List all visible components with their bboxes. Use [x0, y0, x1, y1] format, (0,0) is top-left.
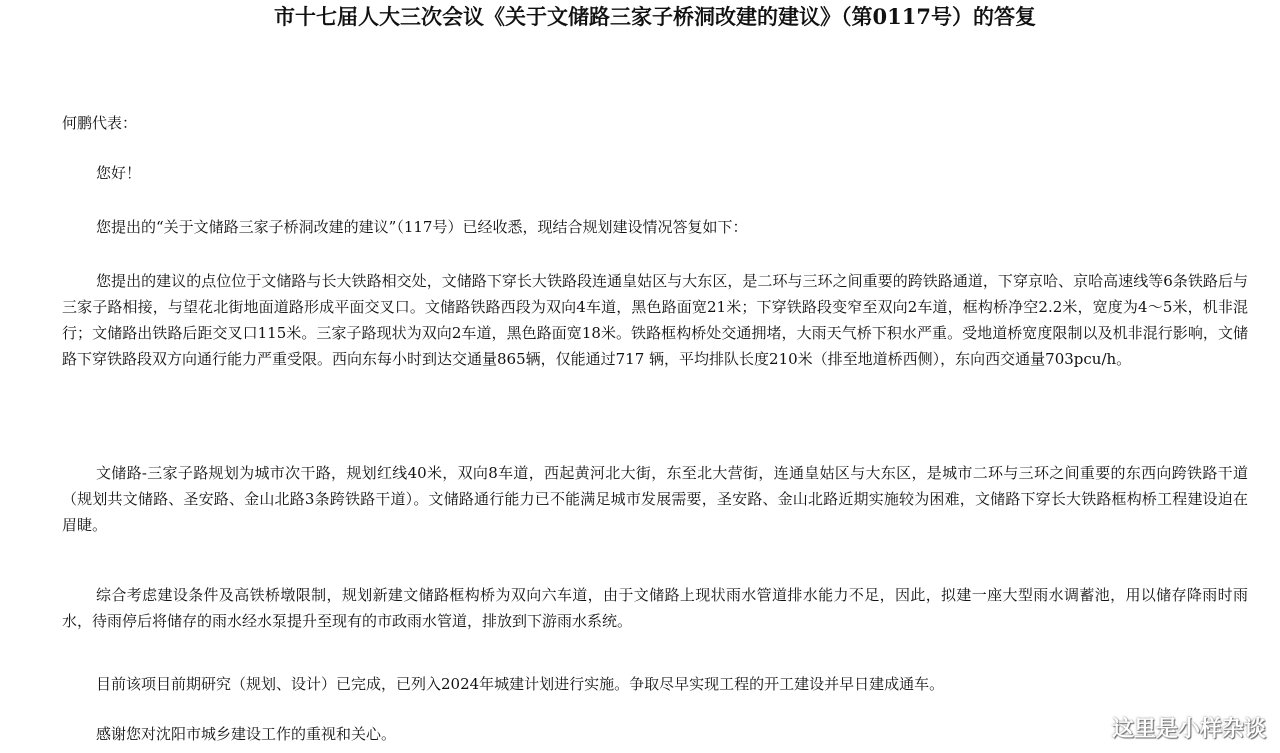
paragraph-current-situation: 您提出的建议的点位位于文储路与长大铁路相交处，文储路下穿长大铁路段连通皇姑区与大东区，是二环与三环之间重要的跨铁路通道，下穿京哈、京哈高速线等6条铁路后与三家子路相接，与望花北街地面道路形成平面交叉口。文储路铁路西段为双向4车道，黑色路面宽21米；下穿铁路段变窄至双向2车道，框构桥净空2.2米，宽度为4～5米，机非混行；文储路出铁路后距交叉口115米。三家子路现状为双向2车道，黑色路面宽18米。铁路框构桥处交通拥堵，大雨天气桥下积水严重。受地道桥宽度限制以及机非混行影响，文储路下穿铁路段双方向通行能力严重受限。西向东每小时到达交通量865辆，仅能通过717 辆，平均排队长度210米（排至地道桥西侧），东向西交通量703pcu/h。	[62, 272, 1248, 368]
paragraph-road-planning: 文储路-三家子路规划为城市次干路，规划红线40米，双向8车道，西起黄河北大街，东至北大营街，连通皇姑区与大东区，是城市二环与三环之间重要的东西向跨铁路干道（规划共文储路、圣安路、金山北路3条跨铁路干道）。文储路通行能力已不能满足城市发展需要，圣安路、金山北路近期实施较为困难，文储路下穿长大铁路框构桥工程建设迫在眉睫。	[62, 464, 1248, 534]
salutation: 何鹏代表：	[62, 114, 138, 132]
paragraph-closing: 感谢您对沈阳市城乡建设工作的重视和关心。	[96, 725, 397, 743]
watermark-text: 这里是小样杂谈	[1111, 717, 1266, 742]
paragraph-acknowledgement: 您提出的“关于文储路三家子桥洞改建的建议”（117号）已经收悉，现结合规划建设情况答复如下：	[96, 218, 748, 236]
document-title: 市十七届人大三次会议《关于文储路三家子桥洞改建的建议》（第0117号）的答复	[274, 4, 1036, 29]
paragraph-construction-plan: 综合考虑建设条件及高铁桥墩限制，规划新建文储路框构桥为双向六车道，由于文储路上现状雨水管道排水能力不足，因此，拟建一座大型雨水调蓄池，用以储存降雨时雨水，待雨停后将储存的雨水经水泵提升至现有的市政雨水管道，排放到下游雨水系统。	[62, 586, 1248, 630]
paragraph-project-status: 目前该项目前期研究（规划、设计）已完成，已列入2024年城建计划进行实施。争取尽早实现工程的开工建设并早日建成通车。	[96, 675, 945, 693]
greeting: 您好！	[96, 164, 142, 182]
